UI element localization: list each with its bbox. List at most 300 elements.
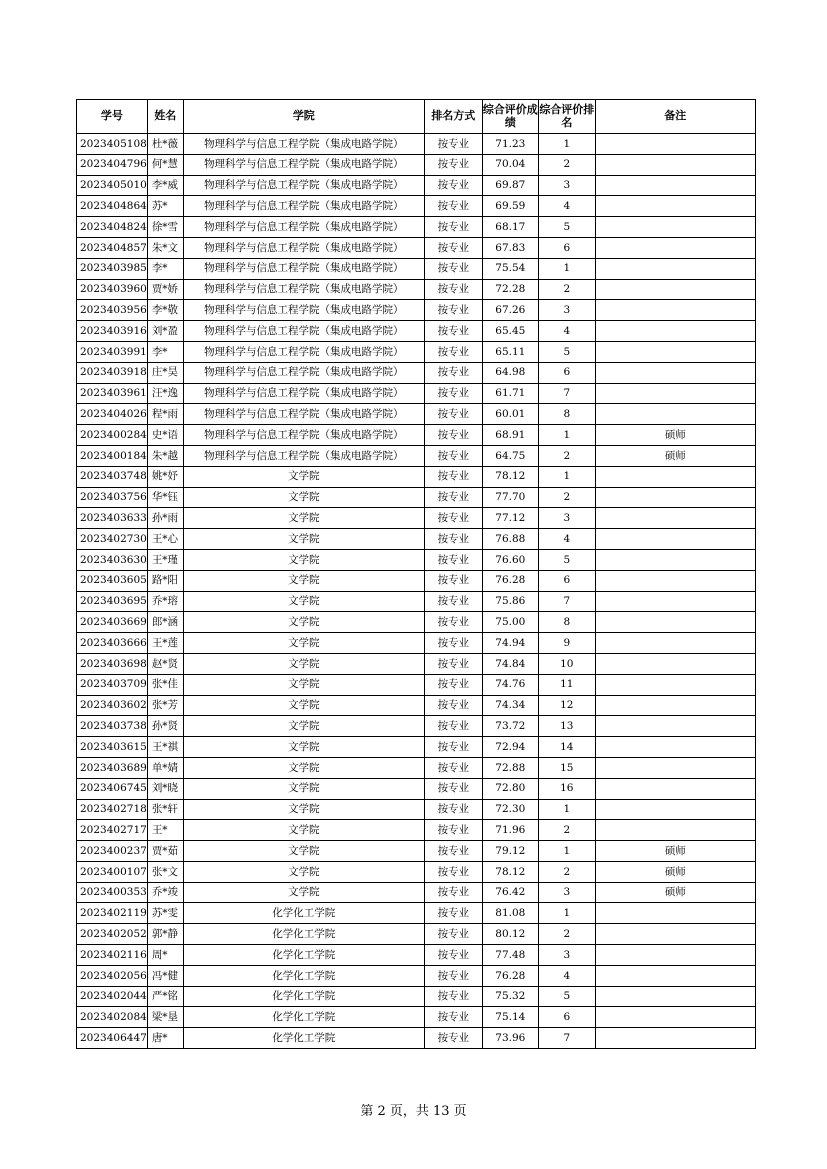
cell-ranking-method: 按专业 <box>424 383 482 404</box>
cell-student-id: 2023402052 <box>77 924 148 945</box>
cell-name: 乔*瑢 <box>147 591 183 612</box>
cell-ranking-method: 按专业 <box>424 508 482 529</box>
header-rank: 综合评价排名 <box>538 100 595 134</box>
cell-ranking-method: 按专业 <box>424 799 482 820</box>
cell-ranking-method: 按专业 <box>424 134 482 155</box>
cell-rank: 10 <box>538 653 595 674</box>
cell-name: 王*莲 <box>147 633 183 654</box>
header-student-id: 学号 <box>77 100 148 134</box>
cell-name: 孙*贤 <box>147 716 183 737</box>
cell-ranking-method: 按专业 <box>424 841 482 862</box>
cell-student-id: 2023403756 <box>77 487 148 508</box>
cell-name: 史*语 <box>147 425 183 446</box>
cell-note <box>595 279 755 300</box>
cell-student-id: 2023402718 <box>77 799 148 820</box>
table-row <box>77 466 756 487</box>
cell-student-id: 2023400237 <box>77 841 148 862</box>
cell-student-id: 2023400184 <box>77 445 148 466</box>
cell-college: 物理科学与信息工程学院（集成电路学院） <box>183 217 424 238</box>
cell-name: 张*文 <box>147 861 183 882</box>
cell-rank: 1 <box>538 466 595 487</box>
cell-ranking-method: 按专业 <box>424 549 482 570</box>
cell-ranking-method: 按专业 <box>424 258 482 279</box>
cell-ranking-method: 按专业 <box>424 154 482 175</box>
cell-student-id: 2023402717 <box>77 820 148 841</box>
cell-name: 汪*逸 <box>147 383 183 404</box>
cell-name: 王*瑾 <box>147 549 183 570</box>
cell-score: 74.84 <box>482 653 538 674</box>
cell-ranking-method: 按专业 <box>424 570 482 591</box>
cell-name: 杜*薇 <box>147 134 183 155</box>
cell-score: 68.91 <box>482 425 538 446</box>
cell-score: 70.04 <box>482 154 538 175</box>
cell-student-id: 2023406447 <box>77 1028 148 1049</box>
cell-note <box>595 529 755 550</box>
cell-student-id: 2023403666 <box>77 633 148 654</box>
cell-rank: 1 <box>538 425 595 446</box>
cell-score: 76.60 <box>482 549 538 570</box>
cell-name: 冯*健 <box>147 965 183 986</box>
cell-rank: 12 <box>538 695 595 716</box>
table-row <box>77 508 756 529</box>
cell-rank: 6 <box>538 362 595 383</box>
cell-college: 文学院 <box>183 674 424 695</box>
cell-note <box>595 1028 755 1049</box>
cell-score: 75.14 <box>482 1007 538 1028</box>
cell-college: 文学院 <box>183 737 424 758</box>
table-row <box>77 841 756 862</box>
cell-name: 刘*晓 <box>147 778 183 799</box>
cell-college: 物理科学与信息工程学院（集成电路学院） <box>183 175 424 196</box>
table-row <box>77 549 756 570</box>
cell-rank: 5 <box>538 986 595 1007</box>
cell-student-id: 2023403918 <box>77 362 148 383</box>
cell-student-id: 2023403602 <box>77 695 148 716</box>
cell-note <box>595 508 755 529</box>
cell-note <box>595 674 755 695</box>
cell-name: 李*威 <box>147 175 183 196</box>
cell-name: 李* <box>147 341 183 362</box>
cell-college: 物理科学与信息工程学院（集成电路学院） <box>183 134 424 155</box>
cell-rank: 2 <box>538 279 595 300</box>
cell-ranking-method: 按专业 <box>424 612 482 633</box>
cell-score: 76.42 <box>482 882 538 903</box>
cell-rank: 1 <box>538 799 595 820</box>
table-row <box>77 591 756 612</box>
cell-score: 71.96 <box>482 820 538 841</box>
table-row <box>77 300 756 321</box>
cell-student-id: 2023403695 <box>77 591 148 612</box>
cell-college: 文学院 <box>183 487 424 508</box>
cell-ranking-method: 按专业 <box>424 466 482 487</box>
cell-score: 71.23 <box>482 134 538 155</box>
cell-college: 物理科学与信息工程学院（集成电路学院） <box>183 258 424 279</box>
cell-note <box>595 466 755 487</box>
cell-score: 69.87 <box>482 175 538 196</box>
table-row <box>77 445 756 466</box>
cell-college: 文学院 <box>183 549 424 570</box>
cell-ranking-method: 按专业 <box>424 716 482 737</box>
cell-college: 物理科学与信息工程学院（集成电路学院） <box>183 445 424 466</box>
table-row <box>77 196 756 217</box>
cell-note <box>595 653 755 674</box>
cell-note: 硕师 <box>595 882 755 903</box>
cell-ranking-method: 按专业 <box>424 175 482 196</box>
cell-student-id: 2023403956 <box>77 300 148 321</box>
cell-college: 化学化工学院 <box>183 1007 424 1028</box>
table-row <box>77 695 756 716</box>
cell-college: 物理科学与信息工程学院（集成电路学院） <box>183 362 424 383</box>
cell-student-id: 2023403630 <box>77 549 148 570</box>
table-row <box>77 945 756 966</box>
cell-score: 75.54 <box>482 258 538 279</box>
cell-college: 文学院 <box>183 612 424 633</box>
cell-note <box>595 945 755 966</box>
cell-ranking-method: 按专业 <box>424 300 482 321</box>
cell-student-id: 2023402116 <box>77 945 148 966</box>
cell-score: 78.12 <box>482 466 538 487</box>
cell-name: 华*钰 <box>147 487 183 508</box>
cell-student-id: 2023402119 <box>77 903 148 924</box>
cell-college: 文学院 <box>183 591 424 612</box>
cell-ranking-method: 按专业 <box>424 820 482 841</box>
cell-name: 唐* <box>147 1028 183 1049</box>
table-row <box>77 154 756 175</box>
cell-score: 80.12 <box>482 924 538 945</box>
cell-name: 贾*茹 <box>147 841 183 862</box>
cell-rank: 7 <box>538 1028 595 1049</box>
cell-student-id: 2023405010 <box>77 175 148 196</box>
cell-ranking-method: 按专业 <box>424 1028 482 1049</box>
cell-score: 65.45 <box>482 321 538 342</box>
cell-student-id: 2023403698 <box>77 653 148 674</box>
cell-note <box>595 633 755 654</box>
table-body <box>77 134 756 1049</box>
cell-college: 文学院 <box>183 508 424 529</box>
cell-score: 60.01 <box>482 404 538 425</box>
cell-note <box>595 737 755 758</box>
cell-student-id: 2023405108 <box>77 134 148 155</box>
cell-student-id: 2023403738 <box>77 716 148 737</box>
cell-rank: 13 <box>538 716 595 737</box>
cell-rank: 6 <box>538 1007 595 1028</box>
cell-name: 庄*昊 <box>147 362 183 383</box>
cell-name: 贾*娇 <box>147 279 183 300</box>
cell-ranking-method: 按专业 <box>424 341 482 362</box>
cell-score: 64.98 <box>482 362 538 383</box>
cell-student-id: 2023403961 <box>77 383 148 404</box>
cell-student-id: 2023403991 <box>77 341 148 362</box>
cell-college: 文学院 <box>183 882 424 903</box>
cell-student-id: 2023402730 <box>77 529 148 550</box>
cell-score: 72.30 <box>482 799 538 820</box>
cell-score: 72.88 <box>482 757 538 778</box>
cell-college: 文学院 <box>183 861 424 882</box>
cell-student-id: 2023402084 <box>77 1007 148 1028</box>
cell-college: 物理科学与信息工程学院（集成电路学院） <box>183 425 424 446</box>
cell-student-id: 2023403709 <box>77 674 148 695</box>
cell-score: 64.75 <box>482 445 538 466</box>
table-row <box>77 674 756 695</box>
table-row <box>77 341 756 362</box>
cell-rank: 4 <box>538 529 595 550</box>
cell-college: 物理科学与信息工程学院（集成电路学院） <box>183 196 424 217</box>
cell-score: 77.70 <box>482 487 538 508</box>
table-row <box>77 1007 756 1028</box>
cell-student-id: 2023400353 <box>77 882 148 903</box>
cell-ranking-method: 按专业 <box>424 591 482 612</box>
cell-college: 文学院 <box>183 820 424 841</box>
cell-note <box>595 258 755 279</box>
cell-student-id: 2023404796 <box>77 154 148 175</box>
cell-rank: 6 <box>538 570 595 591</box>
cell-note <box>595 986 755 1007</box>
cell-name: 梁*垦 <box>147 1007 183 1028</box>
cell-ranking-method: 按专业 <box>424 778 482 799</box>
cell-score: 68.17 <box>482 217 538 238</box>
table-row <box>77 321 756 342</box>
cell-score: 67.83 <box>482 237 538 258</box>
cell-score: 74.94 <box>482 633 538 654</box>
cell-college: 物理科学与信息工程学院（集成电路学院） <box>183 383 424 404</box>
table-row <box>77 757 756 778</box>
cell-college: 文学院 <box>183 633 424 654</box>
table-row <box>77 237 756 258</box>
cell-name: 朱*越 <box>147 445 183 466</box>
cell-rank: 2 <box>538 924 595 945</box>
cell-score: 74.34 <box>482 695 538 716</box>
cell-ranking-method: 按专业 <box>424 404 482 425</box>
cell-ranking-method: 按专业 <box>424 425 482 446</box>
cell-note <box>595 549 755 570</box>
table-row <box>77 258 756 279</box>
cell-note <box>595 383 755 404</box>
cell-score: 72.94 <box>482 737 538 758</box>
cell-college: 化学化工学院 <box>183 903 424 924</box>
cell-college: 文学院 <box>183 570 424 591</box>
cell-college: 物理科学与信息工程学院（集成电路学院） <box>183 237 424 258</box>
table-row <box>77 903 756 924</box>
cell-ranking-method: 按专业 <box>424 945 482 966</box>
cell-note: 硕师 <box>595 841 755 862</box>
cell-ranking-method: 按专业 <box>424 965 482 986</box>
cell-name: 单*婧 <box>147 757 183 778</box>
cell-ranking-method: 按专业 <box>424 653 482 674</box>
table-row <box>77 612 756 633</box>
cell-name: 张*轩 <box>147 799 183 820</box>
cell-note: 硕师 <box>595 861 755 882</box>
cell-name: 朱*文 <box>147 237 183 258</box>
table-row <box>77 861 756 882</box>
cell-note <box>595 716 755 737</box>
cell-rank: 15 <box>538 757 595 778</box>
cell-rank: 2 <box>538 820 595 841</box>
table-row <box>77 279 756 300</box>
cell-note <box>595 778 755 799</box>
cell-note <box>595 799 755 820</box>
cell-name: 郎*涵 <box>147 612 183 633</box>
cell-student-id: 2023403748 <box>77 466 148 487</box>
cell-note <box>595 757 755 778</box>
cell-rank: 3 <box>538 300 595 321</box>
cell-ranking-method: 按专业 <box>424 487 482 508</box>
cell-student-id: 2023404824 <box>77 217 148 238</box>
cell-rank: 5 <box>538 341 595 362</box>
cell-name: 张*芳 <box>147 695 183 716</box>
cell-note <box>595 965 755 986</box>
cell-note <box>595 300 755 321</box>
cell-ranking-method: 按专业 <box>424 903 482 924</box>
cell-ranking-method: 按专业 <box>424 695 482 716</box>
table-row <box>77 404 756 425</box>
cell-score: 67.26 <box>482 300 538 321</box>
cell-note <box>595 487 755 508</box>
cell-college: 化学化工学院 <box>183 1028 424 1049</box>
cell-ranking-method: 按专业 <box>424 217 482 238</box>
cell-college: 化学化工学院 <box>183 965 424 986</box>
table-row <box>77 924 756 945</box>
cell-college: 物理科学与信息工程学院（集成电路学院） <box>183 341 424 362</box>
cell-score: 76.28 <box>482 965 538 986</box>
cell-ranking-method: 按专业 <box>424 196 482 217</box>
cell-ranking-method: 按专业 <box>424 674 482 695</box>
cell-rank: 1 <box>538 134 595 155</box>
cell-rank: 8 <box>538 612 595 633</box>
cell-name: 王* <box>147 820 183 841</box>
cell-ranking-method: 按专业 <box>424 362 482 383</box>
cell-student-id: 2023402044 <box>77 986 148 1007</box>
cell-name: 王*心 <box>147 529 183 550</box>
cell-ranking-method: 按专业 <box>424 237 482 258</box>
cell-note <box>595 820 755 841</box>
cell-rank: 1 <box>538 841 595 862</box>
table-row <box>77 965 756 986</box>
table-row <box>77 799 756 820</box>
cell-score: 78.12 <box>482 861 538 882</box>
cell-name: 路*阳 <box>147 570 183 591</box>
header-college: 学院 <box>183 100 424 134</box>
cell-name: 张*佳 <box>147 674 183 695</box>
cell-ranking-method: 按专业 <box>424 757 482 778</box>
cell-ranking-method: 按专业 <box>424 1007 482 1028</box>
table-row <box>77 487 756 508</box>
cell-student-id: 2023403985 <box>77 258 148 279</box>
cell-student-id: 2023403615 <box>77 737 148 758</box>
cell-college: 物理科学与信息工程学院（集成电路学院） <box>183 279 424 300</box>
cell-student-id: 2023403689 <box>77 757 148 778</box>
cell-college: 物理科学与信息工程学院（集成电路学院） <box>183 154 424 175</box>
cell-score: 75.00 <box>482 612 538 633</box>
cell-student-id: 2023400284 <box>77 425 148 446</box>
cell-rank: 14 <box>538 737 595 758</box>
cell-rank: 2 <box>538 445 595 466</box>
cell-rank: 3 <box>538 882 595 903</box>
ranking-table-container <box>76 99 756 1049</box>
cell-student-id: 2023404026 <box>77 404 148 425</box>
cell-name: 乔*竣 <box>147 882 183 903</box>
cell-college: 物理科学与信息工程学院（集成电路学院） <box>183 321 424 342</box>
cell-name: 苏*雯 <box>147 903 183 924</box>
cell-college: 物理科学与信息工程学院（集成电路学院） <box>183 300 424 321</box>
table-row <box>77 362 756 383</box>
cell-score: 74.76 <box>482 674 538 695</box>
cell-note <box>595 217 755 238</box>
cell-college: 文学院 <box>183 799 424 820</box>
cell-rank: 3 <box>538 175 595 196</box>
cell-name: 姚*妤 <box>147 466 183 487</box>
cell-rank: 1 <box>538 258 595 279</box>
cell-college: 文学院 <box>183 841 424 862</box>
cell-note <box>595 903 755 924</box>
cell-name: 赵*贤 <box>147 653 183 674</box>
cell-rank: 4 <box>538 196 595 217</box>
cell-note <box>595 154 755 175</box>
cell-ranking-method: 按专业 <box>424 633 482 654</box>
cell-note <box>595 341 755 362</box>
table-row <box>77 217 756 238</box>
cell-rank: 3 <box>538 508 595 529</box>
cell-score: 79.12 <box>482 841 538 862</box>
cell-name: 严*铭 <box>147 986 183 1007</box>
cell-student-id: 2023402056 <box>77 965 148 986</box>
cell-note <box>595 570 755 591</box>
cell-college: 文学院 <box>183 529 424 550</box>
cell-score: 76.88 <box>482 529 538 550</box>
ranking-table <box>76 99 756 1049</box>
cell-score: 73.96 <box>482 1028 538 1049</box>
cell-score: 73.72 <box>482 716 538 737</box>
cell-rank: 8 <box>538 404 595 425</box>
cell-student-id: 2023403669 <box>77 612 148 633</box>
cell-rank: 5 <box>538 217 595 238</box>
cell-note <box>595 134 755 155</box>
cell-name: 孙*雨 <box>147 508 183 529</box>
cell-ranking-method: 按专业 <box>424 445 482 466</box>
cell-ranking-method: 按专业 <box>424 986 482 1007</box>
cell-college: 文学院 <box>183 757 424 778</box>
cell-student-id: 2023403633 <box>77 508 148 529</box>
cell-college: 化学化工学院 <box>183 986 424 1007</box>
header-score: 综合评价成绩 <box>482 100 538 134</box>
table-row <box>77 633 756 654</box>
cell-ranking-method: 按专业 <box>424 321 482 342</box>
cell-student-id: 2023400107 <box>77 861 148 882</box>
table-row <box>77 716 756 737</box>
cell-name: 郭*静 <box>147 924 183 945</box>
cell-college: 文学院 <box>183 716 424 737</box>
cell-ranking-method: 按专业 <box>424 861 482 882</box>
cell-note <box>595 612 755 633</box>
cell-note <box>595 321 755 342</box>
table-row <box>77 882 756 903</box>
cell-note <box>595 196 755 217</box>
cell-student-id: 2023406745 <box>77 778 148 799</box>
cell-name: 刘*盈 <box>147 321 183 342</box>
page-footer: 第 2 页，共 13 页 <box>360 1104 467 1119</box>
header-name: 姓名 <box>147 100 183 134</box>
cell-name: 周* <box>147 945 183 966</box>
cell-name: 李* <box>147 258 183 279</box>
cell-rank: 1 <box>538 903 595 924</box>
cell-score: 77.12 <box>482 508 538 529</box>
cell-name: 程*雨 <box>147 404 183 425</box>
cell-college: 化学化工学院 <box>183 945 424 966</box>
cell-name: 何*慧 <box>147 154 183 175</box>
cell-rank: 11 <box>538 674 595 695</box>
table-row <box>77 778 756 799</box>
cell-note <box>595 924 755 945</box>
cell-note <box>595 237 755 258</box>
